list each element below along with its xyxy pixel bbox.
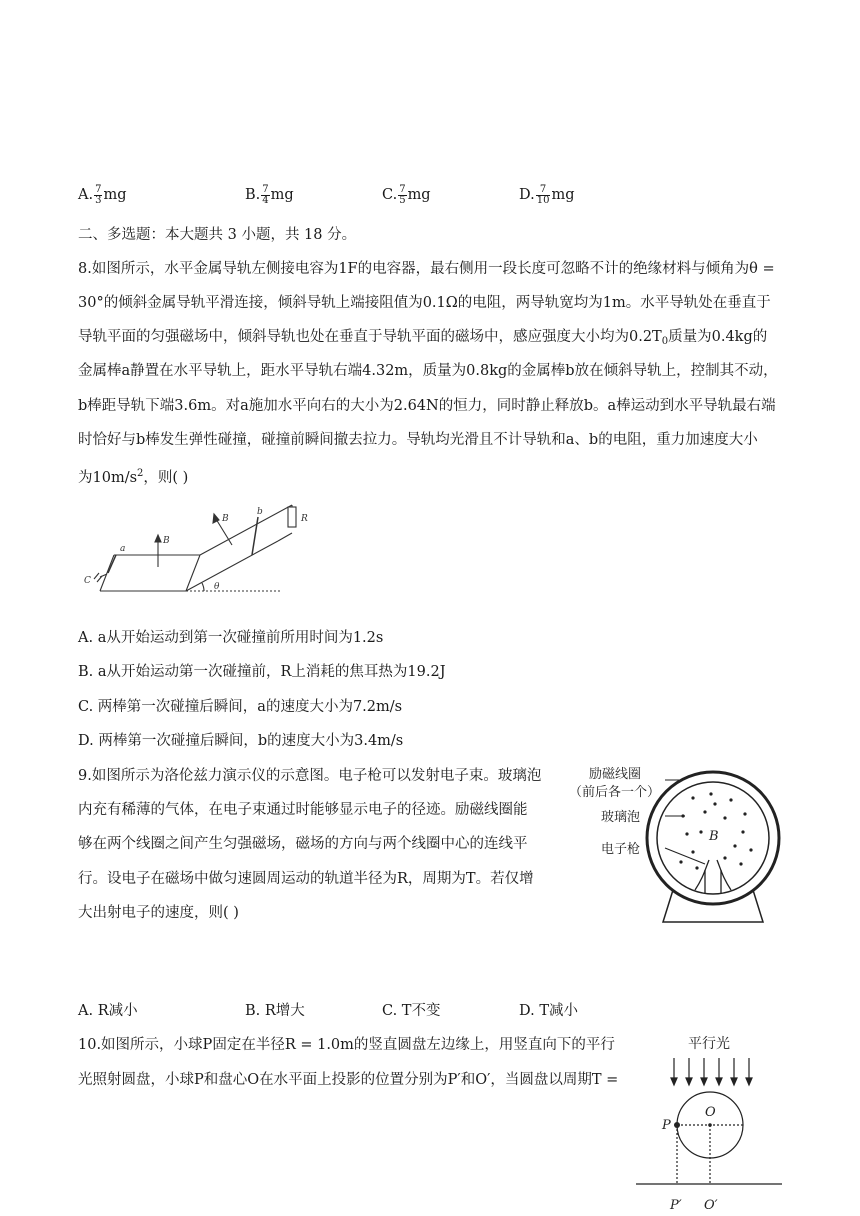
resistor-icon (288, 507, 296, 527)
q7-option-d: D. $\frac{7}{10}$ mg (519, 183, 575, 206)
label-bar-a: a (120, 544, 126, 554)
ball-p (674, 1122, 680, 1128)
q8-line-1: 8.如图所示，水平金属导轨左侧接电容为1F的电容器，最右侧用一段长度可忽略不计的绝缘材料与倾角为θ = (78, 261, 775, 277)
q7-option-b: B. $\frac{7}{4}$ mg (245, 183, 294, 206)
label-coil-note: （前后各一个） (569, 785, 661, 800)
label-b-field: B (709, 829, 719, 844)
q9-lorentz-figure (565, 760, 785, 930)
q8-line-6: 时恰好与b棒发生弹性碰撞，碰撞前瞬间撤去拉力。导轨均光滑且不计导轨和a、b的电阻，重力加速度大小 (78, 432, 758, 448)
q8-line-4: 金属棒a静置在水平导轨上，距水平导轨右端4.32m，质量为0.8kg的金属棒b放在倾斜导轨上，控制其不动， (78, 363, 778, 379)
q10-line-2: 光照射圆盘，小球P和盘心O在水平面上投影的位置分别为P′和O′，当圆盘以周期T = (78, 1072, 619, 1088)
q8-line-3: 导轨平面的匀强磁场中，倾斜导轨也处在垂直于导轨平面的磁场中，感应强度大小均为$0.2T_0$质量为0.4kg的 (78, 329, 768, 347)
q8-line-7: 为$10m/s^2$，则( ) (78, 468, 189, 486)
label-theta: θ (214, 582, 220, 592)
q8-option-c: C. 两棒第一次碰撞后瞬间，a的速度大小为7.2m/s (78, 699, 403, 715)
label-o: O (705, 1105, 716, 1120)
label-gun: 电子枪 (601, 842, 641, 857)
light-arrows (671, 1058, 752, 1085)
q9-line-5: 大出射电子的速度，则( ) (78, 905, 239, 921)
q9-line-2: 内充有稀薄的气体，在电子束通过时能够显示电子的径迹。励磁线圈能 (78, 802, 528, 818)
q9-line-3: 够在两个线圈之间产生匀强磁场，磁场的方向与两个线圈中心的连线平 (78, 836, 528, 852)
section-heading: 二、多选题：本大题共 3 小题，共 18 分。 (78, 227, 357, 243)
q9-option-b: B. R增大 (245, 1003, 305, 1019)
q7-option-c: C. $\frac{7}{5}$ mg (382, 183, 431, 206)
q9-option-c: C. T不变 (382, 1003, 441, 1019)
q8-option-d: D. 两棒第一次碰撞后瞬间，b的速度大小为3.4m/s (78, 733, 404, 749)
label-o-prime: O′ (704, 1198, 718, 1213)
label-p-prime: P′ (670, 1198, 682, 1213)
q8-line-5: b棒距导轨下端3.6m。对a施加水平向右的大小为2.64N的恒力，同时静止释放b。a棒运动到水平导轨最右端 (78, 398, 776, 414)
label-resistor: R (301, 514, 308, 524)
label-p: P (662, 1118, 671, 1133)
q9-line-4: 行。设电子在磁场中做匀速圆周运动的轨道半径为R，周期为T。若仅增 (78, 871, 534, 887)
q8-option-b: B. a从开始运动第一次碰撞前，R上消耗的焦耳热为19.2J (78, 664, 446, 680)
q10-line-1: 10.如图所示，小球P固定在半径R = 1.0m的竖直圆盘左边缘上，用竖直向下的平行 (78, 1037, 615, 1053)
q8-rail-figure (80, 495, 320, 605)
label-coil: 励磁线圈 (589, 767, 642, 782)
label-capacitor: C (84, 576, 91, 586)
label-bar-b: b (257, 507, 263, 517)
disc-center (708, 1123, 712, 1127)
label-parallel-light: 平行光 (688, 1036, 730, 1052)
q10-disc-figure (636, 1028, 786, 1214)
q7-option-a: A. $\frac{7}{3}$ mg (78, 183, 127, 206)
q8-option-a: A. a从开始运动到第一次碰撞前所用时间为1.2s (78, 630, 384, 646)
q9-option-a: A. R减小 (78, 1003, 138, 1019)
label-b-field-2: B (222, 514, 229, 524)
q8-line-2: 30°的倾斜金属导轨平滑连接，倾斜导轨上端接阻值为0.1Ω的电阻，两导轨宽均为1m。水平导轨处在垂直于 (78, 295, 771, 311)
q9-line-1: 9.如图所示为洛伦兹力演示仪的示意图。电子枪可以发射电子束。玻璃泡 (78, 768, 542, 784)
label-bulb: 玻璃泡 (601, 810, 641, 825)
q9-option-d: D. T减小 (519, 1003, 578, 1019)
label-b-field-1: B (163, 536, 170, 546)
